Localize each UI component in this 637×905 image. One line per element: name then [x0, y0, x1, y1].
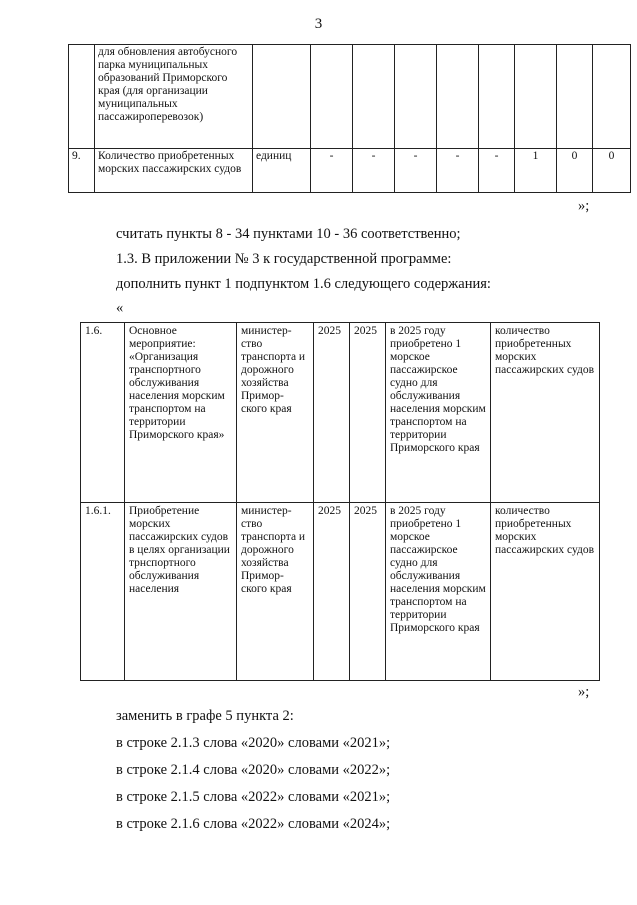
table-cell-text: Количество приобретенных морских пассажирских судов	[95, 149, 253, 193]
paragraph: считать пункты 8 - 34 пунктами 10 - 36 соответственно;	[116, 226, 461, 242]
table-cell-value: -	[311, 149, 353, 193]
table-cell-value: -	[353, 149, 395, 193]
table-cell-result: в 2025 году приобретено 1 морское пассажирское судно для обслуживания населения морским транспортом на территории Приморского края	[386, 503, 491, 681]
page-number: 3	[314, 16, 323, 32]
table-cell-start: 2025	[314, 323, 350, 503]
table-cell-num: 1.6.1.	[81, 503, 125, 681]
table-cell-end: 2025	[350, 323, 386, 503]
table-cell-indicator: количество приобретенных морских пассажирских судов	[491, 323, 600, 503]
paragraph: в строке 2.1.5 слова «2022» словами «2021»;	[116, 789, 391, 805]
closing-quote: »;	[578, 198, 590, 214]
paragraph: заменить в графе 5 пункта 2:	[116, 708, 294, 724]
table-cell-value: -	[395, 149, 437, 193]
table-cell-name: Приобретение морских пассажирских судов в целях организации трнспортного обслуживания населения	[125, 503, 237, 681]
table-row	[81, 503, 600, 681]
indicators-table-fragment	[68, 44, 631, 193]
table-cell-executor: министер-ство транспорта и дорожного хозяйства Примор-ского края	[237, 323, 314, 503]
table-cell-num: 9.	[69, 149, 95, 193]
table-cell-value: 0	[557, 149, 593, 193]
table-cell-executor: министер-ство транспорта и дорожного хозяйства Примор-ского края	[237, 503, 314, 681]
paragraph: дополнить пункт 1 подпунктом 1.6 следующего содержания:	[116, 276, 491, 292]
table-cell-start: 2025	[314, 503, 350, 681]
table-cell-indicator: количество приобретенных морских пассажирских судов	[491, 503, 600, 681]
table-row	[69, 149, 631, 193]
table-cell-value: 1	[515, 149, 557, 193]
table-cell-value: -	[479, 149, 515, 193]
opening-quote: «	[116, 300, 124, 316]
table-cell-result: в 2025 году приобретено 1 морское пассажирское судно для обслуживания населения морским транспортом на территории Приморского края	[386, 323, 491, 503]
table-cell-end: 2025	[350, 503, 386, 681]
table-cell-unit: единиц	[253, 149, 311, 193]
table-row	[81, 323, 600, 503]
closing-quote: »;	[578, 684, 590, 700]
table-cell-num: 1.6.	[81, 323, 125, 503]
table-cell-text: для обновления автобусного парка муниципальных образований Приморского края (для организации муниципальных пассажироперевозок)	[95, 45, 253, 149]
table-cell-value: -	[437, 149, 479, 193]
paragraph: в строке 2.1.6 слова «2022» словами «2024»;	[116, 816, 391, 832]
paragraph: в строке 2.1.3 слова «2020» словами «2021»;	[116, 735, 391, 751]
table-cell-value: 0	[593, 149, 631, 193]
table-row	[69, 45, 631, 149]
paragraph: 1.3. В приложении № 3 к государственной программе:	[116, 251, 452, 267]
table-cell-name: Основное мероприятие: «Организация транспортного обслуживания населения морским транспортом на территории Приморского края»	[125, 323, 237, 503]
program-activities-table	[80, 322, 600, 681]
paragraph: в строке 2.1.4 слова «2020» словами «2022»;	[116, 762, 391, 778]
